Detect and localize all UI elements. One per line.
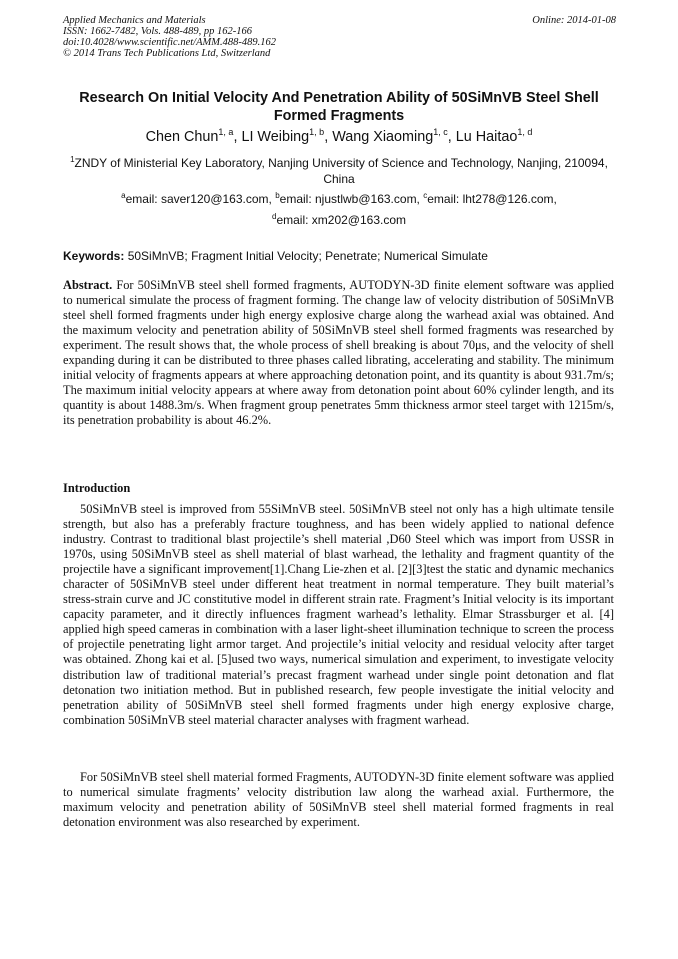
email-address: email: njustlwb@163.com,: [279, 192, 420, 206]
abstract-label: Abstract.: [63, 278, 113, 292]
author-name: Wang Xiaoming: [332, 129, 434, 145]
keywords-label: Keywords:: [63, 249, 125, 263]
email-superscript: d: [271, 212, 277, 221]
email-line: [60, 191, 618, 207]
author-superscript: 1, a: [218, 127, 234, 137]
author-name: LI Weibing: [241, 129, 310, 145]
author-list: Chen Chun$^{1, a}$, LI Weibing$^{1, b}$, Wang Xiaoming$^{1, c}$, Lu Haitao$^{1, d}$: [145, 127, 533, 145]
paper-title: Research On Initial Velocity And Penetration Ability of 50SiMnVB Steel Shell Formed Fragments: [79, 90, 599, 124]
email-superscript: b: [275, 191, 280, 200]
email-line: [60, 212, 618, 228]
email-superscript: c: [423, 191, 428, 200]
author-superscript: 1, d: [517, 127, 533, 137]
abstract-text: For 50SiMnVB steel shell formed fragments, AUTODYN-3D finite element software was applied to numerical simulate the process of fragment forming. The change law of velocity distribution of 50SiMnVB steel shell formed fragments under high energy explosive charge along the warhead axial was obtained. And the maximum velocity and penetration ability of 50SiMnVB steel shell formed fragments was researched by experiment. The result shows that, the whole process of shell breaking is about 70μs, and the velocity of shell expanding during it can be distributed to three phases called librating, accelerating and stability. The minimum initial velocity of fragments appears at where approaching detonation point, and its quantity is about 931.7m/s; The maximum initial velocity appears at where away from detonation point about 60% cylinder length, and its quantity is about 1488.3m/s. When fragment group penetrates 5mm thickness armor steel target with 1215m/s, its penetration probability is about 46.2%.: [63, 278, 614, 428]
journal-issn: ISSN: 1662-7482, Vols. 488-489, pp 162-166: [63, 26, 252, 37]
author-superscript: 1, c: [433, 127, 448, 137]
section-heading: Introduction: [63, 481, 131, 495]
journal-doi: doi:10.4028/www.scientific.net/AMM.488-489.162: [63, 37, 276, 48]
online-date: Online: 2014-01-08: [532, 15, 616, 26]
journal-name: Applied Mechanics and Materials: [63, 15, 206, 26]
affiliation: [60, 155, 618, 187]
affiliation-superscript: 1: [70, 155, 75, 164]
author-name: Lu Haitao: [455, 129, 518, 145]
body-paragraph: 50SiMnVB steel is improved from 55SiMnVB steel. 50SiMnVB steel not only has a high ultimate tensile strength, but also has a preferably fracture toughness, and has been widely applied to national defence industry. Contrast to traditional blast projectile’s shell material ,D60 Steel which was import from USSR in 1970s, using 50SiMnVB steel as shell material of blast warhead, the lethality and fragment quantity of the projectile have a significant improvement[1].Chang Lie-zhen et al. [2][3]test the static and dynamic mechanics character of 50SiMnVB steel under different heat treatment in normal temperature. They built material’s stress-strain curve and JC constitutive model in different strain rate. Fragment’s Initial velocity is its important capacity parameter, and it directly influences fragment warhead’s lethality. Elmar Strassburger et al. [4] applied high speed cameras in combination with a laser light-sheet illumination technique to screen the process of projectile penetrating light armor target. And projectile’s initial velocity and residual velocity after target was obtained. Zhong kai et al. [5]used two ways, numerical simulation and experiment, to investigate velocity distribution law of traditional material’s precast fragment warhead under single point detonation and flat detonation two initiation method. But in published research, few people investigate the initial velocity and penetration ability of 50SiMnVB steel shell formed fragments under high energy explosive charge, combination 50SiMnVB steel material character analyses with fragment warhead.: [63, 502, 614, 727]
author-superscript: 1, b: [309, 127, 325, 137]
email-address: email: saver120@163.com,: [125, 192, 272, 206]
keywords: [63, 248, 615, 264]
author-name: Chen Chun: [145, 129, 219, 145]
body-paragraph: For 50SiMnVB steel shell material formed Fragments, AUTODYN-3D finite element software was applied to numerical simulate fragments’ velocity distribution law along the warhead axial. Furthermore, the maximum velocity and penetration ability of 50SiMnVB steel shell material formed fragments in real detonation environment was also researched by experiment.: [63, 770, 614, 830]
abstract: [63, 278, 614, 428]
email-superscript: a: [121, 191, 126, 200]
email-address: email: lht278@126.com,: [427, 192, 557, 206]
journal-copyright: © 2014 Trans Tech Publications Ltd, Switzerland: [63, 48, 271, 59]
keywords-text: 50SiMnVB; Fragment Initial Velocity; Penetrate; Numerical Simulate: [127, 249, 488, 263]
email-address: email: xm202@163.com: [276, 213, 407, 227]
journal-info: [63, 15, 543, 59]
affiliation-text: ZNDY of Ministerial Key Laboratory, Nanjing University of Science and Technology, Nanjing, 210094, China: [74, 156, 608, 186]
